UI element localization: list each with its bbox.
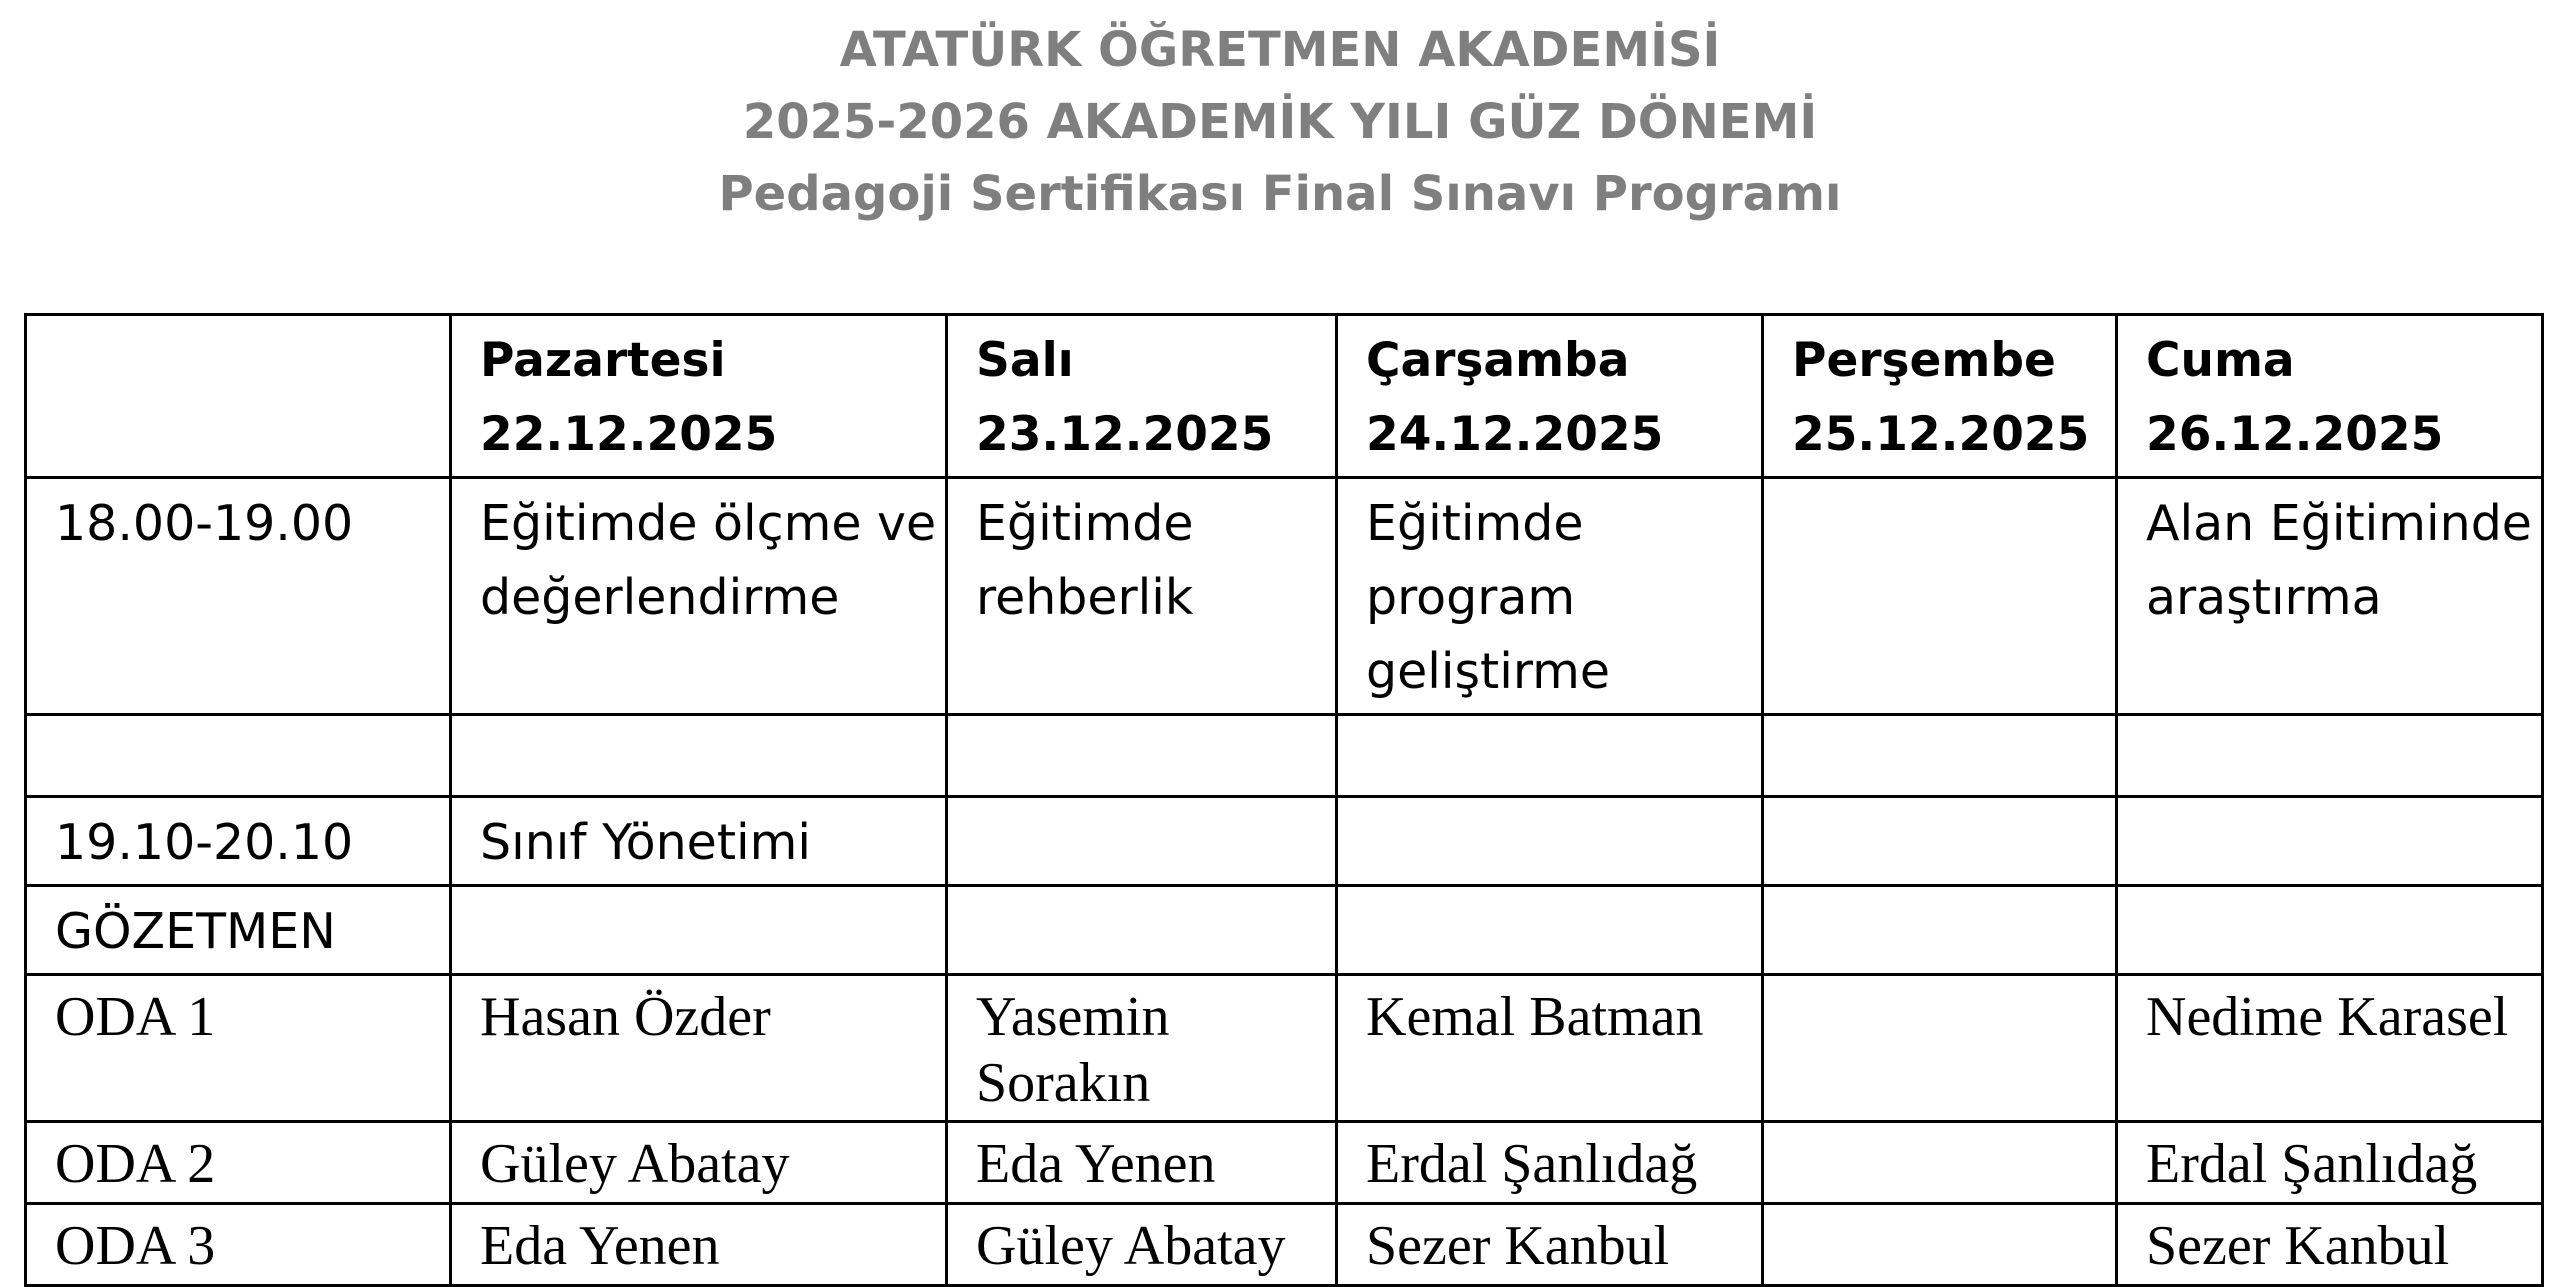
table-row-empty — [26, 715, 2543, 797]
proctor-cell: Hasan Özder — [451, 975, 947, 1122]
day-date: 22.12.2025 — [480, 407, 778, 462]
proctor-cell: Kemal Batman — [1337, 975, 1763, 1122]
proctor-cell: Erdal Şanlıdağ — [1337, 1122, 1763, 1204]
table-row — [26, 797, 2543, 886]
day-name: Çarşamba — [1366, 333, 1630, 388]
empty-cell — [26, 715, 451, 797]
day-header-monday — [451, 315, 947, 478]
proctor-cell: Güley Abatay — [451, 1122, 947, 1204]
time-slot-cell: 19.10-20.10 — [26, 797, 451, 886]
room-name-cell: ODA 3 — [26, 1204, 451, 1286]
corner-cell — [26, 315, 451, 478]
day-header-tuesday — [947, 315, 1337, 478]
table-row — [26, 886, 2543, 975]
proctor-label-cell: GÖZETMEN — [26, 886, 451, 975]
proctor-cell: Güley Abatay — [947, 1204, 1337, 1286]
proctor-cell: Yasemin Sorakın — [947, 975, 1337, 1122]
empty-cell — [947, 886, 1337, 975]
proctor-cell: Sezer Kanbul — [1337, 1204, 1763, 1286]
day-header-friday — [2117, 315, 2543, 478]
day-header-thursday — [1763, 315, 2117, 478]
day-name: Pazartesi — [480, 333, 726, 388]
course-cell: Sınıf Yönetimi — [451, 797, 947, 886]
header-institution: ATATÜRK ÖĞRETMEN AKADEMİSİ — [839, 22, 1721, 78]
table-row — [26, 975, 2543, 1122]
proctor-cell: Sezer Kanbul — [2117, 1204, 2543, 1286]
empty-cell — [2117, 715, 2543, 797]
empty-cell — [1337, 715, 1763, 797]
empty-cell — [1763, 715, 2117, 797]
proctor-cell: Eda Yenen — [451, 1204, 947, 1286]
course-cell — [1763, 797, 2117, 886]
room-name-cell: ODA 1 — [26, 975, 451, 1122]
proctor-cell — [1763, 1204, 2117, 1286]
header-program-title: Pedagoji Sertifikası Final Sınavı Programı — [718, 166, 1842, 222]
table-row — [26, 1204, 2543, 1286]
day-date: 23.12.2025 — [976, 407, 1274, 462]
day-header-wednesday — [1337, 315, 1763, 478]
course-cell — [1763, 478, 2117, 715]
empty-cell — [1337, 886, 1763, 975]
day-date: 25.12.2025 — [1792, 407, 2090, 462]
day-date: 24.12.2025 — [1366, 407, 1664, 462]
proctor-cell — [1763, 1122, 2117, 1204]
header-term: 2025-2026 AKADEMİK YILI GÜZ DÖNEMİ — [742, 94, 1818, 150]
table-header-row — [26, 315, 2543, 478]
proctor-cell: Nedime Karasel — [2117, 975, 2543, 1122]
course-cell: Alan Eğitiminde araştırma — [2117, 478, 2543, 715]
proctor-cell: Erdal Şanlıdağ — [2117, 1122, 2543, 1204]
document-header — [0, 14, 2560, 230]
table-row — [26, 1122, 2543, 1204]
day-name: Salı — [976, 333, 1074, 388]
room-name-cell: ODA 2 — [26, 1122, 451, 1204]
empty-cell — [451, 715, 947, 797]
empty-cell — [2117, 886, 2543, 975]
course-cell — [1337, 797, 1763, 886]
empty-cell — [451, 886, 947, 975]
table-row — [26, 478, 2543, 715]
course-cell: Eğitimde ölçme ve değerlendirme — [451, 478, 947, 715]
day-date: 26.12.2025 — [2146, 407, 2444, 462]
course-cell: Eğitimde rehberlik — [947, 478, 1337, 715]
empty-cell — [947, 715, 1337, 797]
proctor-cell: Eda Yenen — [947, 1122, 1337, 1204]
course-cell — [947, 797, 1337, 886]
exam-schedule-table — [24, 313, 2544, 1287]
course-cell: Eğitimde program geliştirme — [1337, 478, 1763, 715]
day-name: Cuma — [2146, 333, 2295, 388]
course-cell — [2117, 797, 2543, 886]
time-slot-cell: 18.00-19.00 — [26, 478, 451, 715]
day-name: Perşembe — [1792, 333, 2056, 388]
empty-cell — [1763, 886, 2117, 975]
proctor-cell — [1763, 975, 2117, 1122]
